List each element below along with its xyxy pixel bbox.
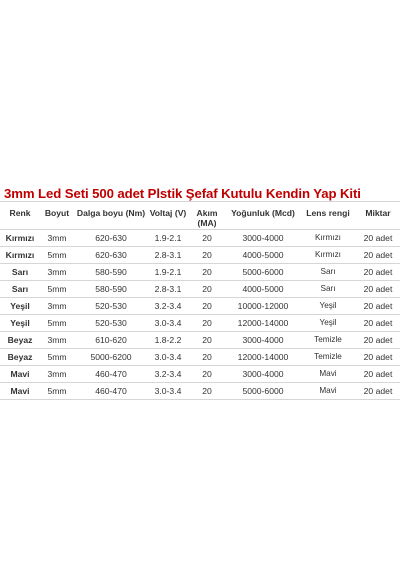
cell-miktar: 20 adet [356, 315, 400, 332]
cell-boyut: 3mm [40, 230, 74, 247]
cell-boyut: 5mm [40, 383, 74, 400]
cell-dalga-boyu: 620-630 [74, 247, 148, 264]
cell-yogunluk: 4000-5000 [226, 281, 300, 298]
cell-dalga-boyu: 580-590 [74, 281, 148, 298]
cell-akim: 20 [188, 247, 226, 264]
cell-akim: 20 [188, 383, 226, 400]
cell-renk: Mavi [0, 366, 40, 383]
table-row [0, 298, 400, 315]
cell-yogunluk: 10000-12000 [226, 298, 300, 315]
cell-akim: 20 [188, 332, 226, 349]
cell-renk: Kırmızı [0, 230, 40, 247]
column-header-renk: Renk [0, 202, 40, 230]
table-row [0, 349, 400, 366]
table-row [0, 383, 400, 400]
cell-akim: 20 [188, 349, 226, 366]
cell-voltaj: 3.0-3.4 [148, 349, 188, 366]
cell-lens-rengi: Temizle [300, 349, 356, 366]
cell-miktar: 20 adet [356, 230, 400, 247]
table-header-row [0, 202, 400, 230]
cell-boyut: 3mm [40, 264, 74, 281]
cell-renk: Kırmızı [0, 247, 40, 264]
cell-yogunluk: 3000-4000 [226, 366, 300, 383]
cell-voltaj: 1.8-2.2 [148, 332, 188, 349]
cell-miktar: 20 adet [356, 366, 400, 383]
cell-renk: Sarı [0, 281, 40, 298]
cell-lens-rengi: Sarı [300, 264, 356, 281]
column-header-yogunluk: Yoğunluk (Mcd) [226, 202, 300, 230]
cell-dalga-boyu: 610-620 [74, 332, 148, 349]
cell-dalga-boyu: 520-530 [74, 298, 148, 315]
cell-yogunluk: 3000-4000 [226, 332, 300, 349]
cell-yogunluk: 5000-6000 [226, 264, 300, 281]
cell-boyut: 3mm [40, 298, 74, 315]
column-header-miktar: Miktar [356, 202, 400, 230]
cell-akim: 20 [188, 264, 226, 281]
cell-dalga-boyu: 520-530 [74, 315, 148, 332]
cell-lens-rengi: Mavi [300, 366, 356, 383]
cell-miktar: 20 adet [356, 247, 400, 264]
cell-miktar: 20 adet [356, 298, 400, 315]
table-row [0, 366, 400, 383]
cell-renk: Yeşil [0, 315, 40, 332]
cell-boyut: 5mm [40, 315, 74, 332]
table-body [0, 230, 400, 400]
cell-yogunluk: 3000-4000 [226, 230, 300, 247]
cell-renk: Sarı [0, 264, 40, 281]
table-row [0, 247, 400, 264]
cell-yogunluk: 12000-14000 [226, 349, 300, 366]
cell-miktar: 20 adet [356, 383, 400, 400]
cell-lens-rengi: Temizle [300, 332, 356, 349]
cell-dalga-boyu: 460-470 [74, 383, 148, 400]
cell-voltaj: 3.2-3.4 [148, 298, 188, 315]
cell-voltaj: 1.9-2.1 [148, 264, 188, 281]
cell-voltaj: 1.9-2.1 [148, 230, 188, 247]
cell-lens-rengi: Mavi [300, 383, 356, 400]
cell-lens-rengi: Yeşil [300, 315, 356, 332]
cell-akim: 20 [188, 230, 226, 247]
cell-voltaj: 3.0-3.4 [148, 383, 188, 400]
table-row [0, 230, 400, 247]
cell-miktar: 20 adet [356, 281, 400, 298]
cell-voltaj: 2.8-3.1 [148, 281, 188, 298]
page-title: 3mm Led Seti 500 adet Plstik Şefaf Kutulu Kendin Yap Kiti [4, 186, 361, 201]
cell-renk: Beyaz [0, 349, 40, 366]
table-row [0, 281, 400, 298]
column-header-boyut: Boyut [40, 202, 74, 230]
cell-miktar: 20 adet [356, 332, 400, 349]
column-header-dalga-boyu: Dalga boyu (Nm) [74, 202, 148, 230]
cell-voltaj: 2.8-3.1 [148, 247, 188, 264]
cell-miktar: 20 adet [356, 349, 400, 366]
cell-yogunluk: 4000-5000 [226, 247, 300, 264]
spec-table [0, 201, 400, 400]
column-header-lens-rengi: Lens rengi [300, 202, 356, 230]
cell-dalga-boyu: 620-630 [74, 230, 148, 247]
cell-boyut: 5mm [40, 247, 74, 264]
cell-akim: 20 [188, 281, 226, 298]
cell-dalga-boyu: 580-590 [74, 264, 148, 281]
table-row [0, 264, 400, 281]
cell-boyut: 5mm [40, 349, 74, 366]
cell-lens-rengi: Kırmızı [300, 247, 356, 264]
cell-renk: Beyaz [0, 332, 40, 349]
cell-yogunluk: 5000-6000 [226, 383, 300, 400]
cell-boyut: 3mm [40, 332, 74, 349]
cell-akim: 20 [188, 315, 226, 332]
cell-boyut: 3mm [40, 366, 74, 383]
cell-miktar: 20 adet [356, 264, 400, 281]
cell-voltaj: 3.0-3.4 [148, 315, 188, 332]
cell-renk: Yeşil [0, 298, 40, 315]
cell-lens-rengi: Kırmızı [300, 230, 356, 247]
table-row [0, 332, 400, 349]
cell-lens-rengi: Yeşil [300, 298, 356, 315]
column-header-voltaj: Voltaj (V) [148, 202, 188, 230]
cell-lens-rengi: Sarı [300, 281, 356, 298]
cell-akim: 20 [188, 298, 226, 315]
column-header-akim: Akım (MA) [188, 202, 226, 230]
cell-renk: Mavi [0, 383, 40, 400]
cell-voltaj: 3.2-3.4 [148, 366, 188, 383]
cell-dalga-boyu: 460-470 [74, 366, 148, 383]
table-row [0, 315, 400, 332]
cell-dalga-boyu: 5000-6200 [74, 349, 148, 366]
cell-boyut: 5mm [40, 281, 74, 298]
cell-yogunluk: 12000-14000 [226, 315, 300, 332]
cell-akim: 20 [188, 366, 226, 383]
